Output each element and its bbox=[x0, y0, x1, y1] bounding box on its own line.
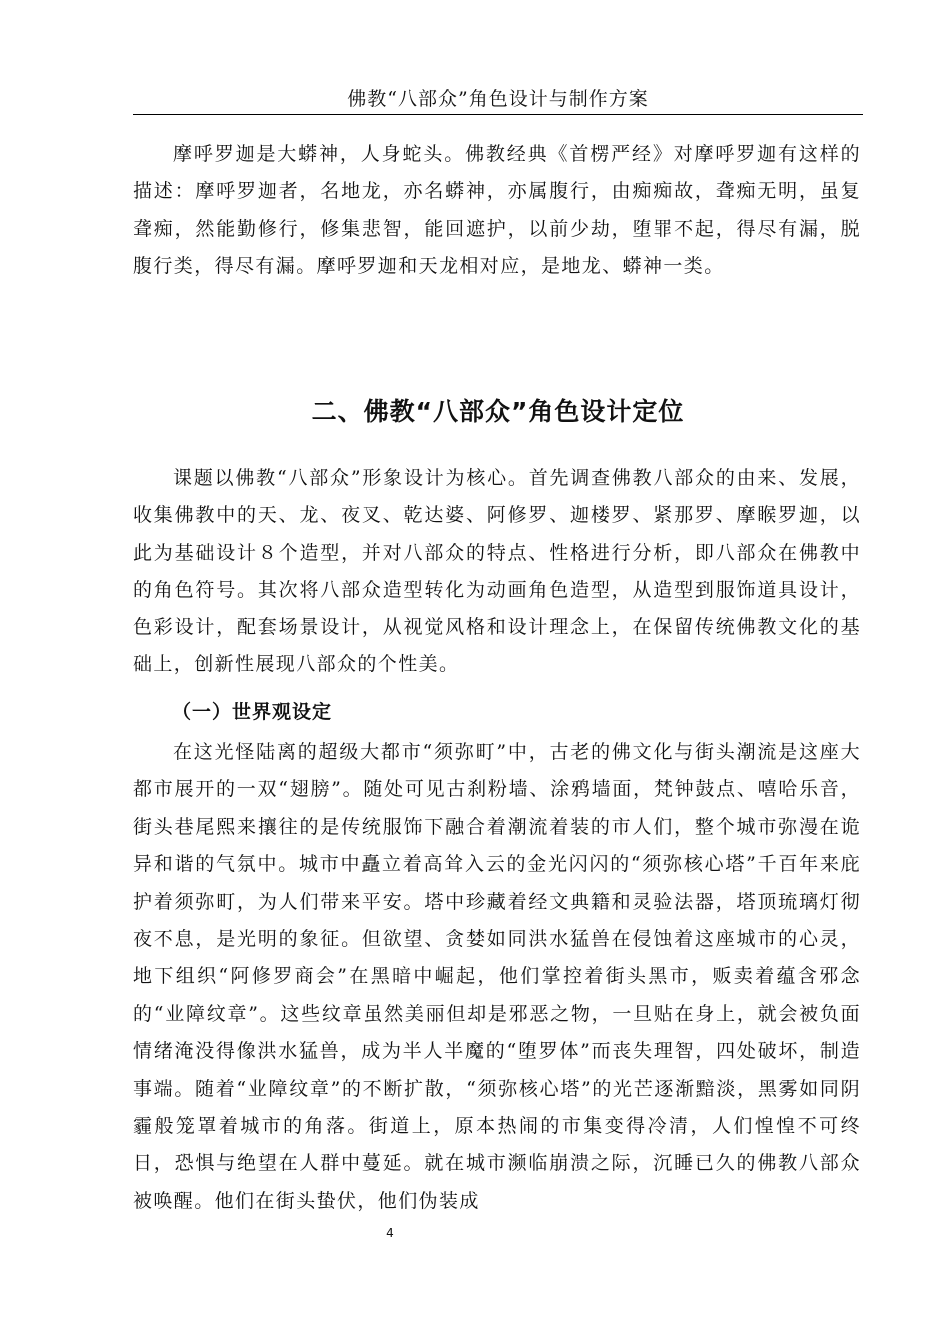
subsection-heading: （一）世界观设定 bbox=[172, 701, 333, 723]
section-heading: 二、佛教“八部众”角色设计定位 bbox=[311, 397, 685, 426]
paragraph-intro: 课题以佛教“八部众”形象设计为核心。首先调查佛教八部众的由来、发展，收集佛教中的天、龙、夜叉、乾达婆、阿修罗、迦楼罗、紧那罗、摩睺罗迦，以此为基础设计８个造型，并对八部众的特点、性格进行分析，即八部众在佛教中的角色符号。其次将八部众造型转化为动画角色造型，从造型到服饰道具设计，色彩设计，配套场景设计，从视觉风格和设计理念上，在保留传统佛教文化的基础上，创新性展现八部众的个性美。 bbox=[133, 467, 861, 676]
paragraph-mahoraga: 摩呼罗迦是大蟒神，人身蛇头。佛教经典《首楞严经》对摩呼罗迦有这样的描述：摩呼罗迦者，名地龙，亦名蟒神，亦属腹行，由痴痴故，聋痴无明，虽复聋痴，然能勤修行，修集悲智，能回遮护，以前少劫，堕罪不起，得尽有漏，脱腹行类，得尽有漏。摩呼罗迦和天龙相对应，是地龙、蟒神一类。 bbox=[133, 143, 861, 277]
header-divider bbox=[133, 114, 863, 115]
running-header: 佛教“八部众”角色设计与制作方案 bbox=[347, 88, 649, 110]
paragraph-worldview: 在这光怪陆离的超级大都市“须弥町”中，古老的佛文化与街头潮流是这座大都市展开的一双“翅膀”。随处可见古刹粉墙、涂鸦墙面，梵钟鼓点、嘻哈乐音，街头巷尾熙来攘往的是传统服饰下融合着潮流着装的市人们，整个城市弥漫在诡异和谐的气氛中。城市中矗立着高耸入云的金光闪闪的“须弥核心塔”千百年来庇护着须弥町，为人们带来平安。塔中珍藏着经文典籍和灵验法器，塔顶琉璃灯彻夜不息，是光明的象征。但欲望、贪婪如同洪水猛兽在侵蚀着这座城市的心灵，地下组织“阿修罗商会”在黑暗中崛起，他们掌控着街头黑市，贩卖着蕴含邪念的“业障纹章”。这些纹章虽然美丽但却是邪恶之物，一旦贴在身上，就会被负面情绪淹没得像洪水猛兽，成为半人半魔的“堕罗体”而丧失理智，四处破坏，制造事端。随着“业障纹章”的不断扩散，“须弥核心塔”的光芒逐渐黯淡，黑雾如同阴霾般笼罩着城市的角落。街道上，原本热闹的市集变得冷清，人们惶惶不可终日，恐惧与绝望在人群中蔓延。就在城市濒临崩溃之际，沉睡已久的佛教八部众被唤醒。他们在街头蛰伏，他们伪装成 bbox=[133, 741, 861, 1212]
page-number: 4 bbox=[386, 1226, 394, 1240]
